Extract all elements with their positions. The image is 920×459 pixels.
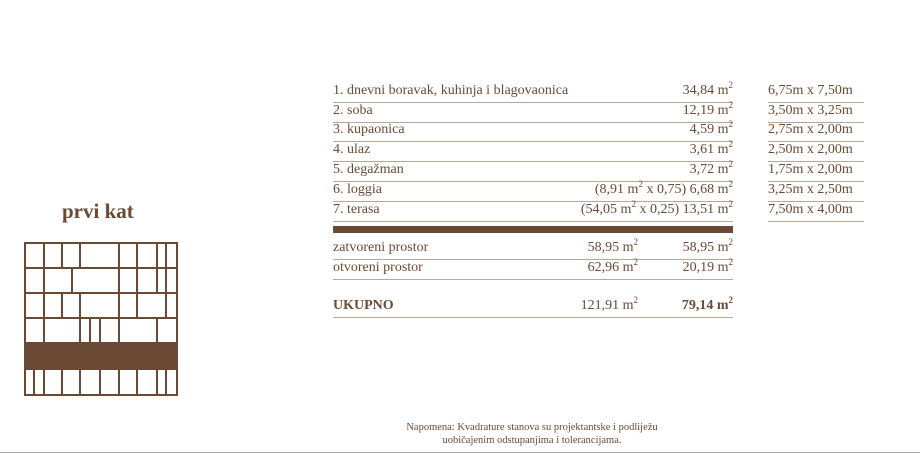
footnote: [332, 421, 732, 447]
highlighted-floor: [25, 343, 177, 369]
table-row: [333, 256, 733, 280]
floor-label: prvi kat: [62, 199, 134, 223]
room-name: 6. loggia: [333, 181, 382, 197]
room-dimensions: 3,25m x 2,50m: [768, 181, 853, 197]
footnote-line: Napomena: Kvadrature stanova su projektantske i podliježu: [406, 422, 658, 433]
net-area: 20,19 $m^2$: [682, 256, 733, 275]
building-elevation-icon: [24, 242, 179, 397]
room-area: (54,05 $m^2$ x 0,25) 13,51 $m^2$: [580, 198, 733, 217]
grand-total-row: [333, 294, 733, 318]
gross-area: 62,96 $m^2$: [587, 256, 638, 275]
room-dimensions-column: [768, 83, 864, 222]
room-dimensions: 6,75m x 7,50m: [768, 82, 853, 98]
room-name: 3. kupaonica: [333, 122, 405, 138]
grand-total-label: UKUPNO: [333, 297, 394, 313]
room-dimensions: 2,75m x 2,00m: [768, 122, 853, 138]
room-area: 12,19 $m^2$: [682, 99, 733, 118]
grand-total-gross: 121,91 $m^2$: [580, 294, 638, 313]
totals-table: [333, 236, 733, 280]
room-dimensions: 2,50m x 2,00m: [768, 142, 853, 158]
grand-total-net: 79,14 $m^2$: [681, 294, 733, 313]
room-area: (8,91 $m^2$ x 0,75) 6,68 $m^2$: [594, 178, 733, 197]
room-name: 2. soba: [333, 102, 373, 118]
section-divider: [333, 226, 733, 233]
net-area: 58,95 $m^2$: [682, 236, 733, 255]
room-dimensions: 1,75m x 2,00m: [768, 161, 853, 177]
list-item: [768, 202, 864, 222]
rooms-table: [333, 79, 733, 222]
total-label: otvoreni prostor: [333, 259, 423, 275]
bottom-rule: [0, 452, 920, 453]
footnote-line: uobičajenim odstupanjima i tolerancijama.: [442, 435, 622, 446]
table-row: [333, 79, 733, 103]
table-row: [333, 119, 733, 143]
table-row: [333, 198, 733, 222]
room-name: 1. dnevni boravak, kuhinja i blagovaonica: [333, 82, 569, 98]
gross-area: 58,95 $m^2$: [587, 236, 638, 255]
room-area: 3,61 $m^2$: [689, 139, 733, 158]
room-name: 7. terasa: [333, 201, 380, 217]
room-area: 3,72 $m^2$: [689, 158, 733, 177]
room-area: 4,59 $m^2$: [689, 119, 733, 138]
room-name: 4. ulaz: [333, 142, 371, 158]
room-dimensions: 7,50m x 4,00m: [768, 201, 853, 217]
room-name: 5. degažman: [333, 161, 404, 177]
room-area: 34,84 $m^2$: [682, 79, 733, 98]
room-dimensions: 3,50m x 3,25m: [768, 102, 853, 118]
total-label: zatvoreni prostor: [333, 239, 429, 255]
